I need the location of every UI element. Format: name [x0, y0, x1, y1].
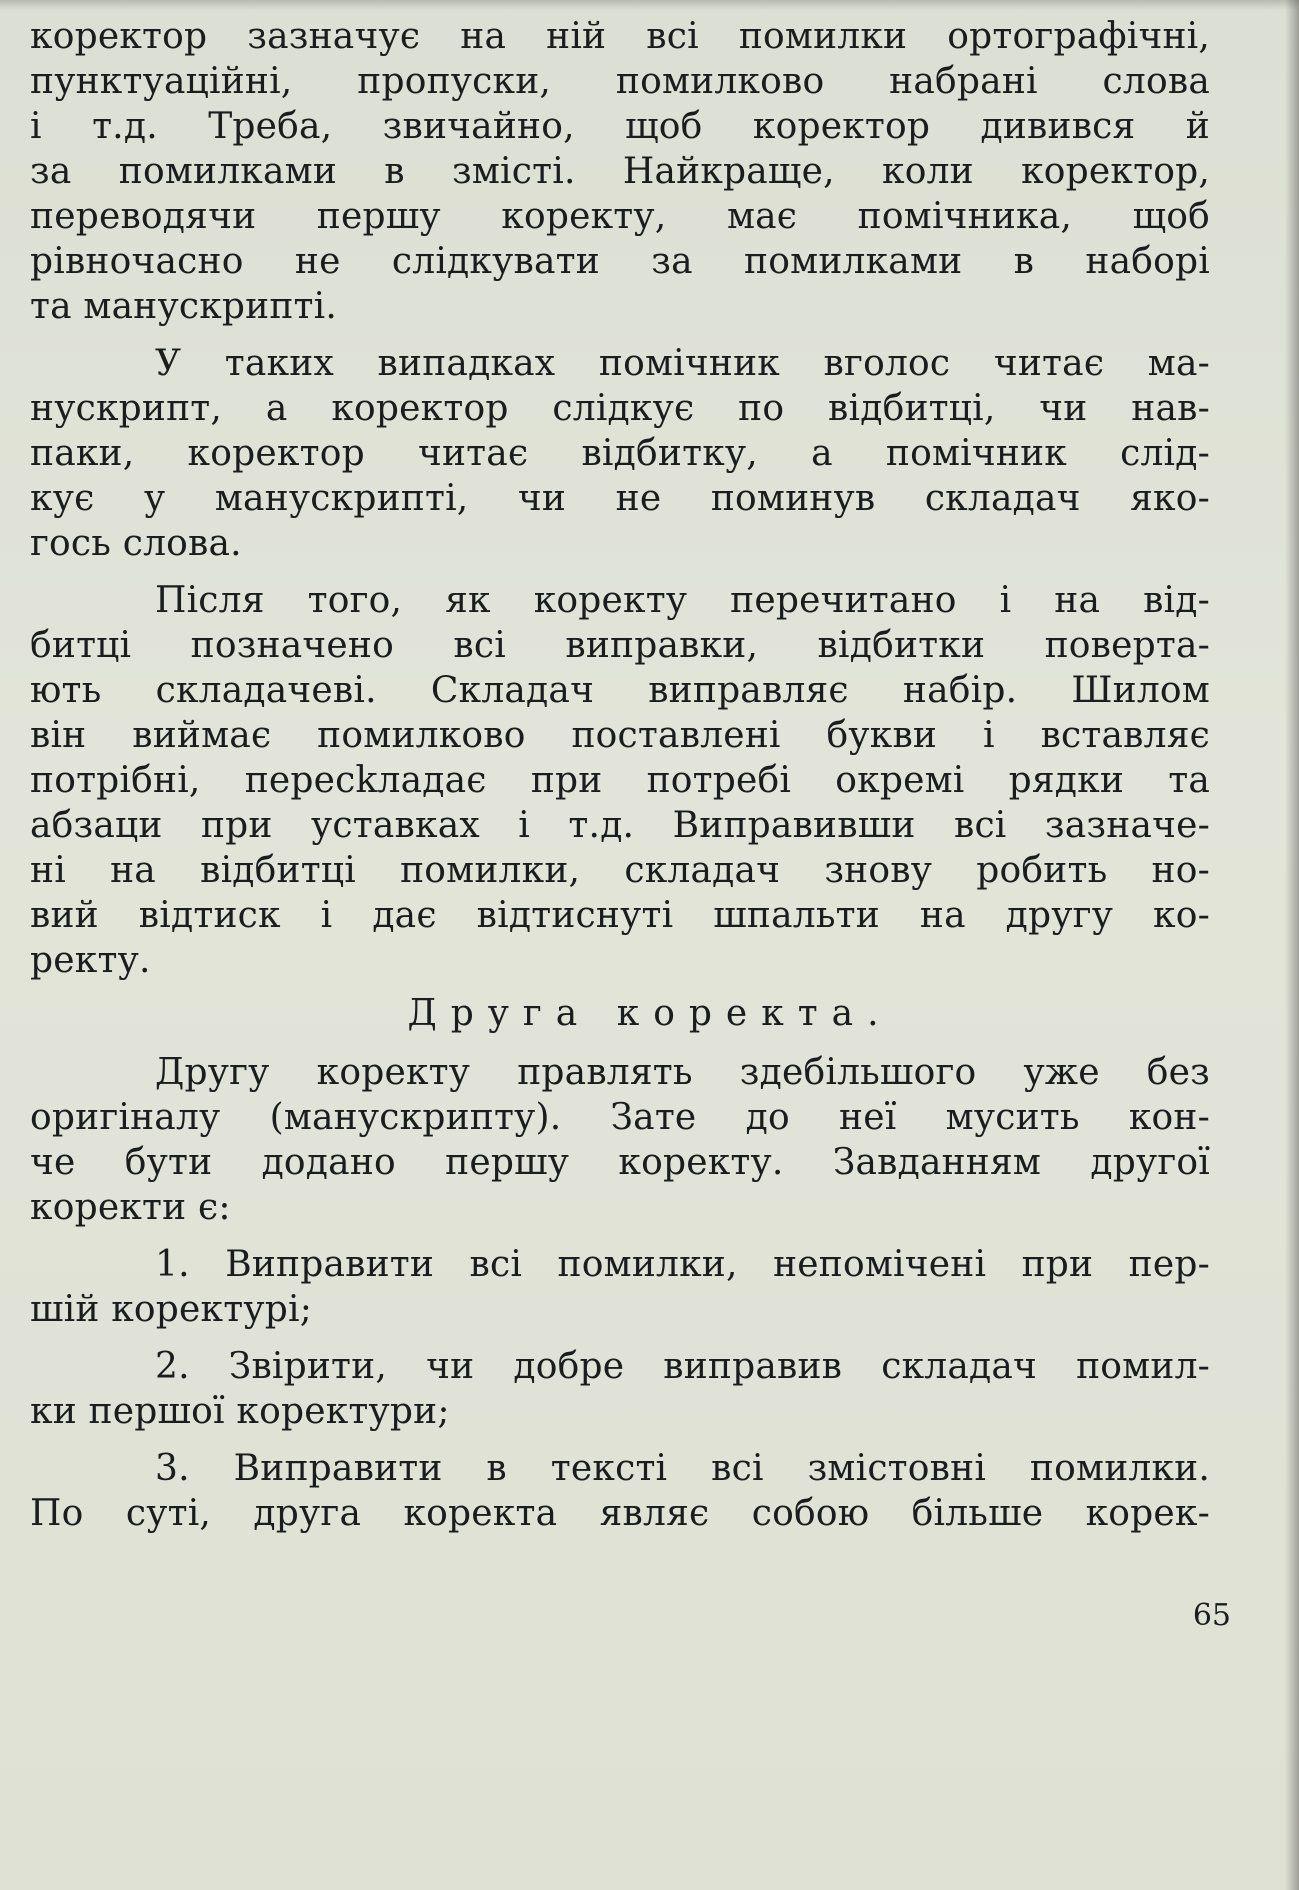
text-line: битці позначено всі виправки, відбитки поверта-: [30, 625, 1210, 666]
text-line: він виймає помилково поставлені букви і вставляє: [30, 715, 1210, 756]
text-line: ють складачеві. Складач виправляє набір. Шилом: [30, 670, 1210, 711]
text-line: че бути додано першу коректу. Завданням другої: [30, 1142, 1210, 1183]
text-line: переводячи першу коректу, має помічника, щоб: [30, 196, 1210, 237]
paragraph-4: [30, 1050, 1210, 1230]
text-line: потрібні, пересkладає при потребі окремі рядки та: [30, 760, 1210, 801]
text-line: ки першої коректури;: [30, 1391, 450, 1432]
paragraph-3: [30, 578, 1210, 983]
list-item-1: [30, 1242, 1210, 1332]
text-line: Після того, як коректу перечитано і на від-: [155, 580, 1210, 621]
paragraph-gap: [30, 329, 1210, 341]
list-item-2: [30, 1344, 1210, 1434]
paragraph-1: [30, 14, 1210, 329]
text-line: коректи є:: [30, 1187, 231, 1228]
text-line: паки, коректор читає відбитку, а помічник слід-: [30, 433, 1210, 474]
text-line: По суті, друга коректа являє собою більше корек-: [30, 1493, 1210, 1534]
list-item-3: [30, 1446, 1210, 1536]
paragraph-gap: [30, 1332, 1210, 1344]
text-line: 3. Виправити в тексті всі змістовні помилки.: [155, 1448, 1210, 1489]
text-line: та манускрипті.: [30, 286, 338, 327]
text-line: гось слова.: [30, 523, 242, 564]
text-line: ні на відбитці помилки, складач знову робить но-: [30, 850, 1210, 891]
text-line: і т.д. Треба, звичайно, щоб коректор дивився й: [30, 106, 1210, 147]
text-line: пунктуаційні, пропуски, помилково набрані слова: [30, 61, 1210, 102]
text-line: абзаци при уставках і т.д. Виправивши всі зазначе-: [30, 805, 1210, 846]
text-line: рівночасно не слідкувати за помилками в наборі: [30, 241, 1210, 282]
text-line: ректу.: [30, 940, 151, 981]
page-text: [30, 14, 1210, 1536]
text-line: У таких випадках помічник вголос читає ма-: [155, 343, 1210, 384]
text-line: оригіналу (манускрипту). Зате до неї мусить кон-: [30, 1097, 1210, 1138]
text-line: Другу коректу правлять здебільшого уже без: [155, 1052, 1210, 1093]
text-line: вий відтиск і дає відтиснуті шпальти на другу ко-: [30, 895, 1210, 936]
section-heading: Друга коректа.: [407, 993, 893, 1034]
text-line: кує у манускрипті, чи не поминув складач яко-: [30, 478, 1210, 519]
text-line: нускрипт, а коректор слідкує по відбитці, чи нав-: [30, 388, 1210, 429]
paragraph-gap: [30, 1230, 1210, 1242]
text-line: коректор зазначує на ній всі помилки ортографічні,: [30, 16, 1210, 57]
text-line: 2. Звірити, чи добре виправив складач помил-: [155, 1346, 1210, 1387]
text-line: шій коректурі;: [30, 1289, 313, 1330]
paragraph-2: [30, 341, 1210, 566]
page-number: 65: [1192, 1598, 1231, 1633]
paragraph-gap: [30, 566, 1210, 578]
paragraph-gap: [30, 1434, 1210, 1446]
text-line: за помилками в змісті. Найкраще, коли коректор,: [30, 151, 1210, 192]
page-top-shadow: [0, 0, 1299, 10]
page-right-shadow: [1285, 0, 1299, 1890]
text-line: 1. Виправити всі помилки, непомічені при пер-: [155, 1244, 1210, 1285]
